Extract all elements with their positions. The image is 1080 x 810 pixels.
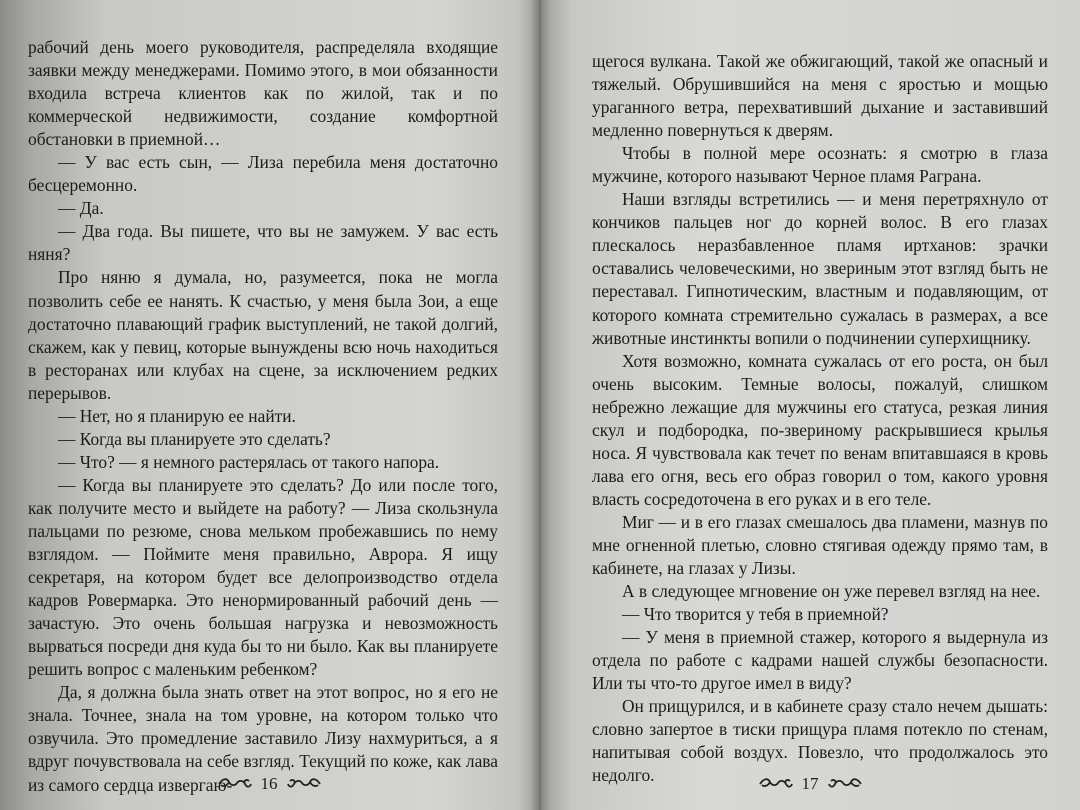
left-page bbox=[0, 0, 538, 810]
paragraph: — У вас есть сын, — Лиза перебила меня достаточно бесцеремонно. bbox=[28, 152, 498, 196]
page-number-footer bbox=[540, 774, 1080, 794]
paragraph: А в следующее мгновение он уже перевел взгляд на нее. bbox=[622, 581, 1041, 602]
paragraph: — У меня в приемной стажер, которого я выдернула из отдела по работе с кадрами нашей службы безопасности. Или ты что-то другое имел в виду? bbox=[592, 627, 1048, 694]
paragraph: Чтобы в полной мере осознать: я смотрю в глаза мужчине, которого называют Черное пламя Раграна. bbox=[592, 143, 1048, 187]
paragraph: Хотя возможно, комната сужалась от его роста, он был очень высоким. Темные волосы, пожалуй, слишком небрежно лежащие для мужчины его статуса, резкая линия скул и подбородка, по-звериному раскрывшиеся крылья носа. Я чувствовала как течет по венам впитавшаяся в кровь лава его огня, весь его образ говорил о том, какого уровня власть сосредоточена в его руках и в его теле. bbox=[592, 350, 1048, 509]
paragraph: — Когда вы планируете это сделать? До или после того, как получите место и выйдете на работу? — Лиза скользнула пальцами по резюме, снова мельком пробежавшись по нему взглядом. — Поймите меня правильно, Аврора. Я ищу секретаря, на котором будет все делопроизводство отдела кадров Ровермарка. Это ненормированный рабочий день — зачастую. Это очень большая нагрузка и невозможность вырваться посреди дня куда бы то ни было. Как вы планируете решить вопрос с маленьким ребенком? bbox=[28, 474, 498, 680]
paragraph: — Нет, но я планирую ее найти. bbox=[58, 405, 296, 426]
paragraph: — Два года. Вы пишете, что вы не замужем. У вас есть няня? bbox=[28, 221, 498, 265]
paragraph: Наши взгляды встретились — и меня перетряхнуло от кончиков пальцев ног до корней волос. В его глазах плескалось неразбавленное пламя иртханов: зрачки оставались человеческими, но звериным этот взгляд быть не переставал. Гипнотическим, властным и подавляющим, от которого комната стремительно сужалась в размерах, а все животные инстинкты вопили о подчинении суперхищнику. bbox=[592, 189, 1048, 348]
right-page bbox=[540, 0, 1080, 810]
page-number: 17 bbox=[801, 774, 819, 793]
left-page-text bbox=[28, 36, 498, 797]
paragraph: — Когда вы планируете это сделать? bbox=[58, 428, 331, 449]
paragraph: — Да. bbox=[58, 198, 104, 219]
page-number-footer bbox=[0, 774, 538, 794]
paragraph: — Что? — я немного растерялась от такого напора. bbox=[58, 451, 440, 472]
paragraph: Он прищурился, и в кабинете сразу стало нечем дышать: словно запертое в тиски прищура пламя потекло по стенам, напитывая собой воздух. Повезло, что продолжалось это недолго. bbox=[592, 696, 1048, 786]
paragraph: щегося вулкана. Такой же обжигающий, такой же опасный и тяжелый. Обрушившийся на меня с яростью и мощью ураганного ветра, перехвативший дыхание и заставивший медленно повернуться к дверям. bbox=[592, 51, 1048, 141]
page-number: 16 bbox=[260, 774, 278, 793]
paragraph: Миг — и в его глазах смешалось два пламени, мазнув по мне огненной плетью, словно стягивая одежду прямо там, в кабинете, на глазах у Лизы. bbox=[592, 511, 1048, 579]
paragraph: Про няню я думала, но, разумеется, пока не могла позволить себе ее нанять. К счастью, у меня была Зои, а еще достаточно плавающий график выступлений, не такой долгий, скажем, как у певиц, которые вынуждены всю ночь находиться в ресторанах или клубах на сцене, за исключением редких перерывов. bbox=[28, 267, 498, 403]
ornament-left-icon bbox=[758, 778, 794, 790]
paragraph: рабочий день моего руководителя, распределяла входящие заявки между менеджерами. Помимо этого, в мои обязанности входила встреча клиентов как по жилой, так и по коммерческой недвижимости, создание комфортной обстановки в приемной… bbox=[28, 37, 498, 150]
paragraph: — Что творится у тебя в приемной? bbox=[622, 604, 889, 625]
ornament-right-icon bbox=[827, 778, 863, 790]
paragraph: Да, я должна была знать ответ на этот вопрос, но я его не знала. Точнее, знала на том уровне, на котором только что озвучила. Это промедление заставило Лизу нахмуриться, а я вдруг почувствовала на себе взгляд. Текущий по коже, как лава из самого сердца извергаю- bbox=[28, 682, 498, 795]
ornament-right-icon bbox=[286, 778, 322, 790]
ornament-left-icon bbox=[217, 778, 253, 790]
right-page-text bbox=[592, 50, 1048, 788]
